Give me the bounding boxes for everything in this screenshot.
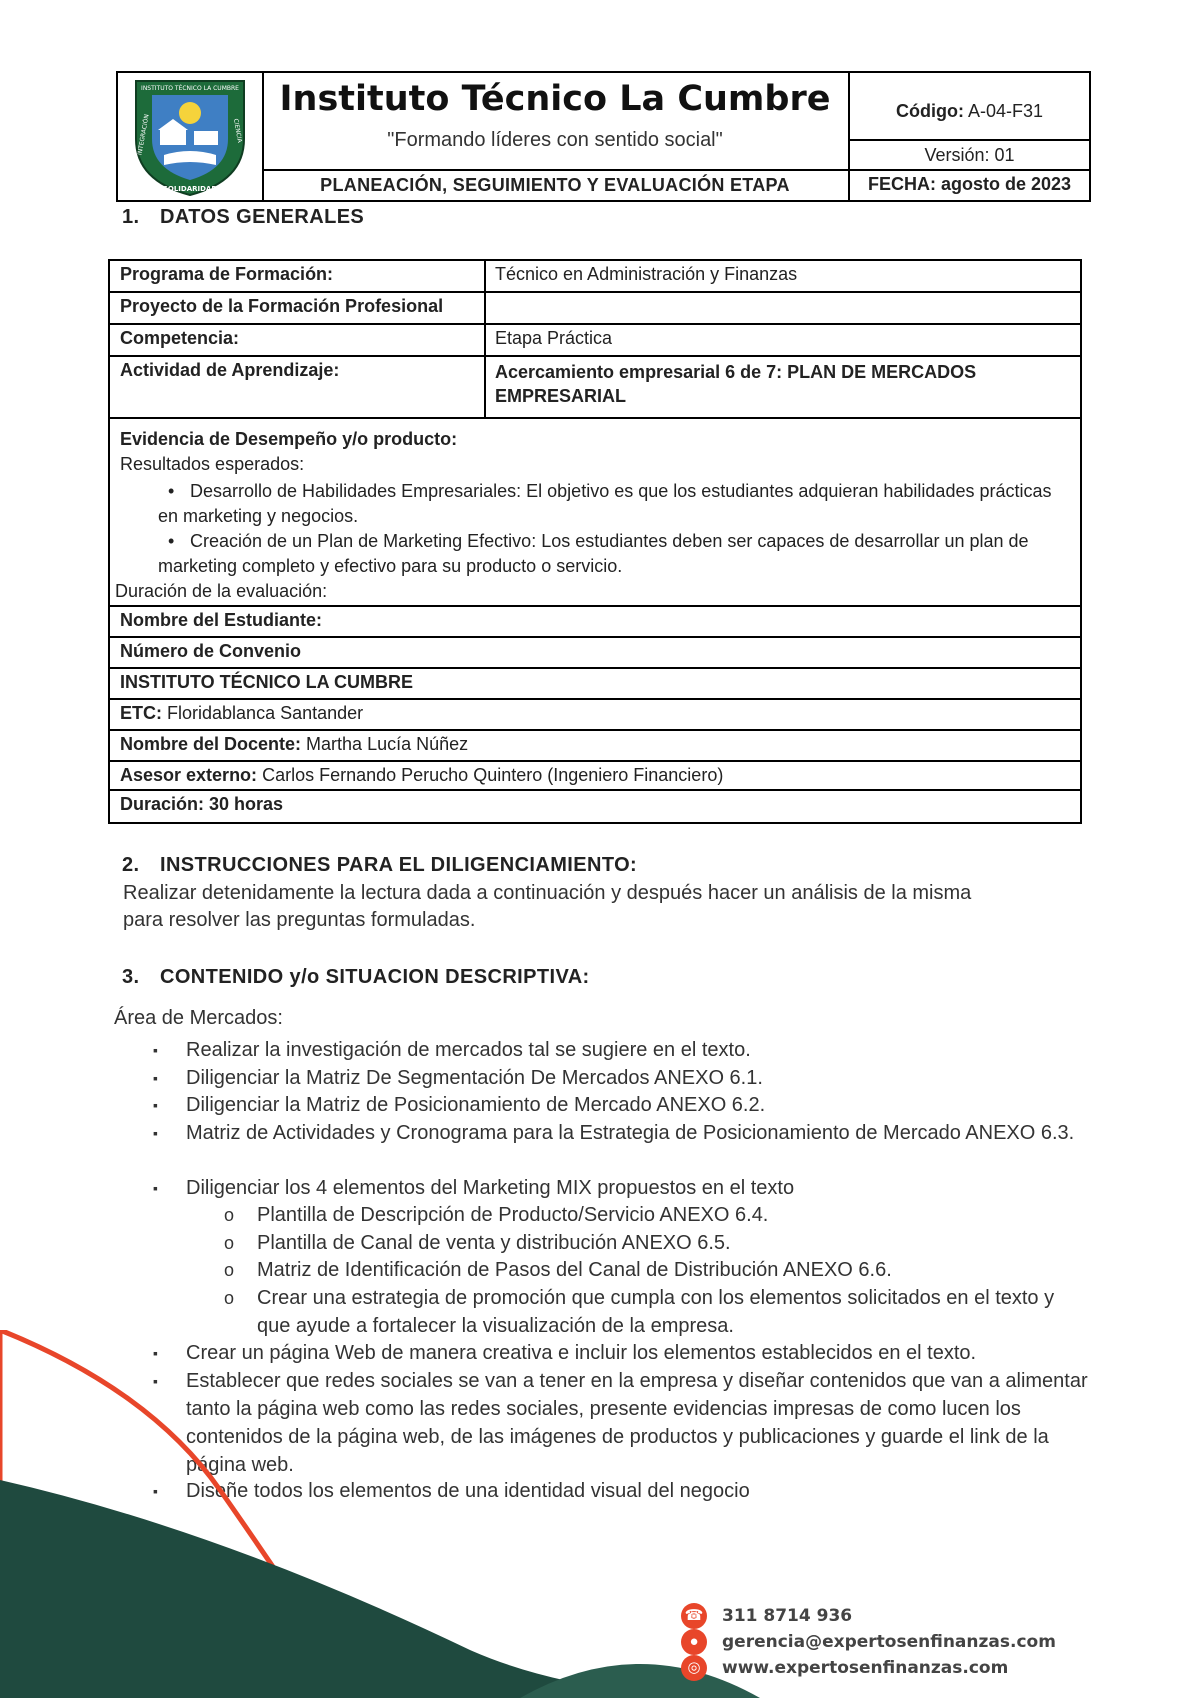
etc-label: ETC:: [120, 703, 162, 723]
square-bullet-icon: ▪: [153, 1070, 158, 1086]
programa-label: Programa de Formación:: [120, 264, 334, 284]
institution-slogan: "Formando líderes con sentido social": [387, 129, 723, 151]
logo-text-top: INSTITUTO TÉCNICO LA CUMBRE: [141, 85, 239, 92]
list-item: [158, 479, 1058, 529]
section-2-heading: [122, 854, 637, 877]
table-row-actividad: [110, 357, 1080, 419]
footer-email: gerencia@expertosenfinanzas.com: [722, 1632, 1056, 1652]
evidencia-label: Evidencia de Desempeño y/o producto:: [120, 429, 458, 449]
sub-list-item-text: Matriz de Identificación de Pasos del Canal de Distribución ANEXO 6.6.: [257, 1259, 892, 1281]
list-item-text: Matriz de Actividades y Cronograma para la Estrategia de Posicionamiento de Mercado ANEXO 6.3.: [186, 1122, 1075, 1144]
list-item: [153, 1119, 1091, 1147]
list-item: [153, 1036, 1091, 1064]
bullet-icon: •: [168, 531, 175, 551]
logo-cell: [118, 73, 264, 200]
circle-bullet-icon: o: [224, 1233, 235, 1253]
footer-web: www.expertosenfinanzas.com: [722, 1658, 1009, 1678]
proyecto-label: Proyecto de la Formación Profesional: [120, 296, 444, 316]
header-title-cell: [262, 73, 850, 200]
docente-label: Nombre del Docente:: [120, 734, 302, 754]
asesor-label: Asesor externo:: [120, 765, 258, 785]
list-item-text: Diligenciar la Matriz de Posicionamiento de Mercado ANEXO 6.2.: [186, 1094, 766, 1116]
table-row-evidencia: [110, 419, 1080, 607]
codigo-field: [850, 73, 1089, 141]
logo-text-left: INTEGRACIÓN: [136, 113, 151, 156]
table-row-etc: [110, 700, 1080, 731]
square-bullet-icon: ▪: [153, 1180, 158, 1196]
general-data-table: [108, 259, 1082, 824]
section-2-title: INSTRUCCIONES PARA EL DILIGENCIAMIENTO:: [160, 854, 638, 876]
list-item-text: Diligenciar la Matriz De Segmentación De Mercados ANEXO 6.1.: [186, 1067, 763, 1089]
section-1-title: DATOS GENERALES: [160, 206, 365, 228]
document-header: [116, 71, 1091, 202]
estudiante-label: Nombre del Estudiante:: [120, 610, 323, 630]
list-item-text: Realizar la investigación de mercados tal se sugiere en el texto.: [186, 1039, 751, 1061]
square-bullet-icon: ▪: [153, 1097, 158, 1113]
instructions-line-2: para resolver las preguntas formuladas.: [123, 909, 476, 931]
section-1-number: 1.: [122, 206, 140, 228]
etc-value: Floridablanca Santander: [167, 703, 364, 723]
fecha-value: agosto de 2023: [940, 174, 1072, 194]
square-bullet-icon: ▪: [153, 1373, 158, 1389]
list-item-text: Diseñe todos los elementos de una identidad visual del negocio: [186, 1480, 750, 1502]
table-row-convenio: [110, 638, 1080, 669]
logo-text-bottom: SOLIDARIDAD: [162, 185, 218, 193]
location-pin-icon: ●: [681, 1629, 707, 1655]
circle-bullet-icon: o: [224, 1205, 235, 1225]
sub-list-item-text: Plantilla de Canal de venta y distribución ANEXO 6.5.: [257, 1232, 731, 1254]
convenio-label: Número de Convenio: [120, 641, 302, 661]
section-2-number: 2.: [122, 854, 140, 876]
table-row-asesor: [110, 762, 1080, 791]
school-logo: [118, 73, 262, 200]
competencia-label: Competencia:: [120, 328, 240, 348]
table-row-estudiante: [110, 607, 1080, 638]
table-row-competencia: [110, 325, 1080, 357]
section-1-heading: [122, 206, 364, 229]
web-icon: ◎: [681, 1655, 707, 1681]
square-bullet-icon: ▪: [153, 1042, 158, 1058]
fecha-label: FECHA:: [867, 174, 936, 194]
circle-bullet-icon: o: [224, 1288, 235, 1308]
institution-title: Instituto Técnico La Cumbre: [279, 79, 831, 119]
fecha-field: [850, 169, 1089, 200]
instructions-line-1: Realizar detenidamente la lectura dada a continuación y después hacer un análisis de la misma: [123, 882, 972, 904]
bullet-icon: •: [168, 481, 175, 501]
logo-text-right: CIENCIA: [231, 118, 244, 144]
section-3-heading: [122, 966, 590, 989]
list-item-text: Crear un página Web de manera creativa e incluir los elementos establecidos en el texto.: [186, 1342, 977, 1364]
instituto-label: INSTITUTO TÉCNICO LA CUMBRE: [120, 672, 413, 692]
version-label: Versión:: [924, 145, 990, 165]
table-row-duracion: [110, 791, 1080, 822]
section-3-number: 3.: [122, 966, 140, 988]
list-item: [153, 1174, 1091, 1202]
sub-list-item: [224, 1201, 1091, 1229]
evidencia-bullet-1: Desarrollo de Habilidades Empresariales: El objetivo es que los estudiantes adquieran habilidades prácticas en marketing y negocios.: [158, 481, 1052, 526]
docente-value: Martha Lucía Núñez: [306, 734, 469, 754]
sub-list-item: [224, 1229, 1091, 1257]
competencia-value: Etapa Práctica: [495, 328, 613, 348]
programa-value: Técnico en Administración y Finanzas: [495, 264, 798, 284]
table-row-instituto: [110, 669, 1080, 700]
sub-list-item-text: Plantilla de Descripción de Producto/Servicio ANEXO 6.4.: [257, 1204, 769, 1226]
table-row-docente: [110, 731, 1080, 762]
list-item: [153, 1064, 1091, 1092]
codigo-value: A-04-F31: [967, 101, 1044, 121]
square-bullet-icon: ▪: [153, 1483, 158, 1499]
duracion-evaluacion-label: Duración de la evaluación:: [115, 581, 328, 601]
footer-phone: 311 8714 936: [722, 1606, 853, 1626]
phone-icon: ☎: [681, 1603, 707, 1629]
actividad-label: Actividad de Aprendizaje:: [120, 360, 340, 380]
list-item-text: Diligenciar los 4 elementos del Marketing MIX propuestos en el texto: [186, 1177, 795, 1199]
asesor-field: [120, 765, 1070, 786]
table-row-proyecto: [110, 293, 1080, 325]
codigo-label: Código:: [895, 101, 964, 121]
version-value: 01: [994, 145, 1015, 165]
square-bullet-icon: ▪: [153, 1345, 158, 1361]
document-subtitle: PLANEACIÓN, SEGUIMIENTO Y EVALUACIÓN ETAPA: [262, 169, 848, 202]
section-3-title: CONTENIDO y/o SITUACION DESCRIPTIVA:: [160, 966, 590, 988]
header-meta-cell: [850, 73, 1089, 200]
asesor-value: Carlos Fernando Perucho Quintero (Ingeniero Financiero): [262, 765, 724, 785]
circle-bullet-icon: o: [224, 1260, 235, 1280]
square-bullet-icon: ▪: [153, 1125, 158, 1141]
table-row-programa: [110, 261, 1080, 293]
resultados-label: Resultados esperados:: [120, 454, 305, 474]
list-item: [153, 1091, 1091, 1119]
actividad-value: Acercamiento empresarial 6 de 7: PLAN DE MERCADOS EMPRESARIAL: [495, 362, 977, 406]
dark-wave: [0, 1480, 700, 1698]
sub-list-item-text: Crear una estrategia de promoción que cumpla con los elementos solicitados en el texto y que ayude a fortalecer la visualización de la empresa.: [257, 1287, 1055, 1337]
list-item-text: Establecer que redes sociales se van a tener en la empresa y diseñar contenidos que van a alimentar tanto la página web como las redes sociales, presente evidencias impresas de como lucen los contenidos de la página web, de las imágenes de productos y publicaciones y guarde el link de la página web.: [186, 1370, 1088, 1476]
etc-field: [120, 703, 1070, 724]
version-field: [850, 139, 1089, 171]
duracion-label: Duración: 30 horas: [120, 794, 284, 814]
evidencia-bullet-2: Creación de un Plan de Marketing Efectivo: Los estudiantes deben ser capaces de desarrollar un plan de marketing completo y efectivo para su producto o servicio.: [158, 531, 1029, 576]
sub-list-item: [224, 1256, 1091, 1284]
list-item: [158, 529, 1058, 579]
area-mercados-label: Área de Mercados:: [114, 1007, 283, 1029]
docente-field: [120, 734, 1070, 755]
